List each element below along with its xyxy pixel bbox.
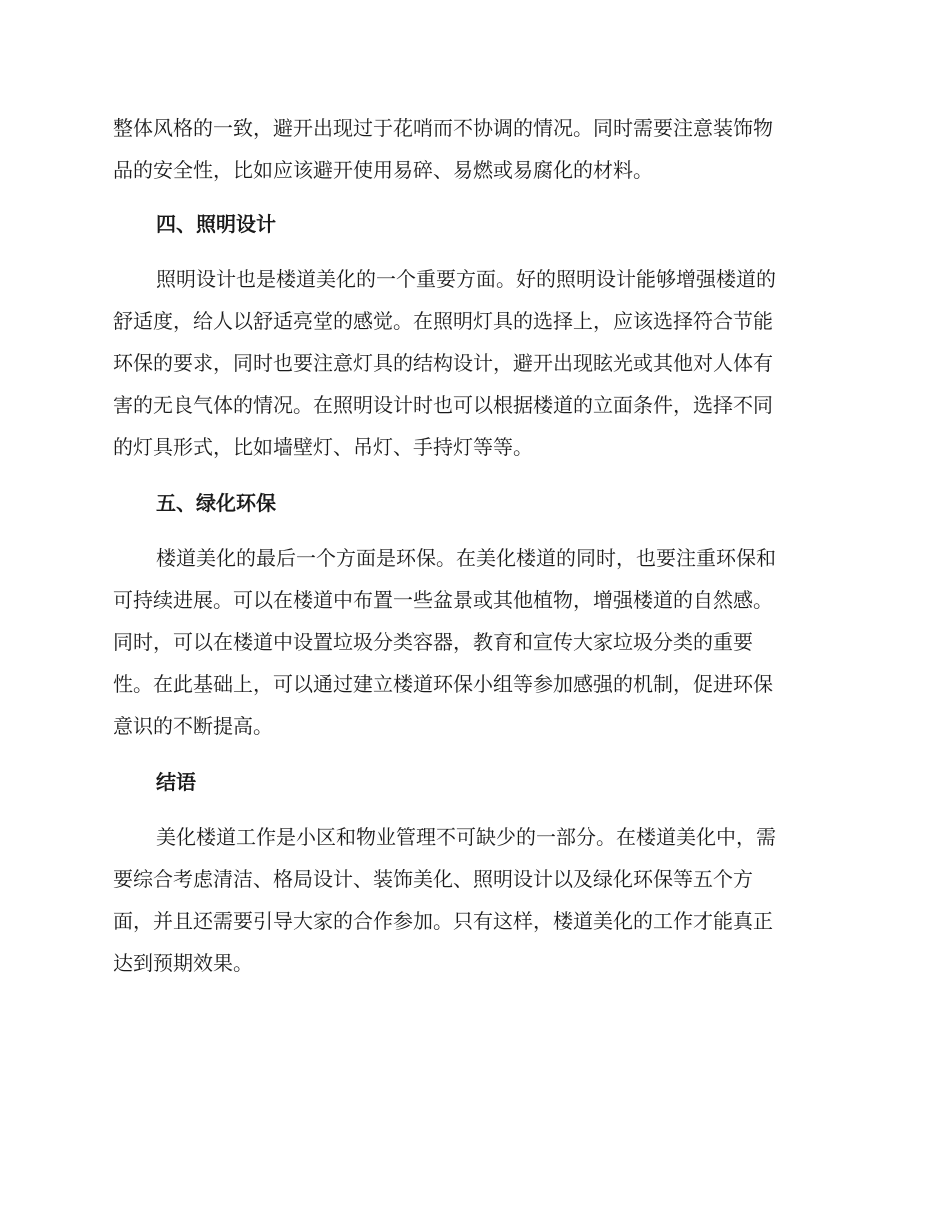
paragraph-line: 楼道美化的最后一个方面是环保。在美化楼道的同时，也要注重环保和	[156, 546, 776, 570]
paragraph-line: 要综合考虑清洁、格局设计、装饰美化、照明设计以及绿化环保等五个方	[113, 867, 753, 891]
paragraph-line: 环保的要求，同时也要注意灯具的结构设计，避开出现眩光或其他对人体有	[113, 351, 773, 375]
paragraph-line: 面，并且还需要引导大家的合作参加。只有这样，楼道美化的工作才能真正	[113, 909, 773, 933]
paragraph-line: 舒适度，给人以舒适亮堂的感觉。在照明灯具的选择上，应该选择符合节能	[113, 309, 773, 333]
paragraph-line: 意识的不断提高。	[113, 714, 273, 738]
paragraph-line: 品的安全性，比如应该避开使用易碎、易燃或易腐化的材料。	[113, 158, 653, 182]
paragraph-line: 害的无良气体的情况。在照明设计时也可以根据楼道的立面条件，选择不同	[113, 393, 773, 417]
paragraph-line: 美化楼道工作是小区和物业管理不可缺少的一部分。在楼道美化中，需	[156, 825, 776, 849]
paragraph-line: 的灯具形式，比如墙壁灯、吊灯、手持灯等等。	[113, 435, 533, 459]
paragraph-line: 整体风格的一致，避开出现过于花哨而不协调的情况。同时需要注意装饰物	[113, 116, 773, 140]
section-heading-conclusion: 结语	[156, 770, 196, 794]
paragraph-line: 性。在此基础上，可以通过建立楼道环保小组等参加感强的机制，促进环保	[113, 672, 773, 696]
paragraph-line: 照明设计也是楼道美化的一个重要方面。好的照明设计能够增强楼道的	[156, 267, 776, 291]
paragraph-line: 同时，可以在楼道中设置垃圾分类容器，教育和宣传大家垃圾分类的重要	[113, 630, 753, 654]
section-heading-lighting: 四、照明设计	[156, 212, 276, 236]
paragraph-line: 达到预期效果。	[113, 951, 253, 975]
section-heading-greening: 五、绿化环保	[156, 491, 276, 515]
paragraph-line: 可持续进展。可以在楼道中布置一些盆景或其他植物，增强楼道的自然感。	[113, 588, 773, 612]
